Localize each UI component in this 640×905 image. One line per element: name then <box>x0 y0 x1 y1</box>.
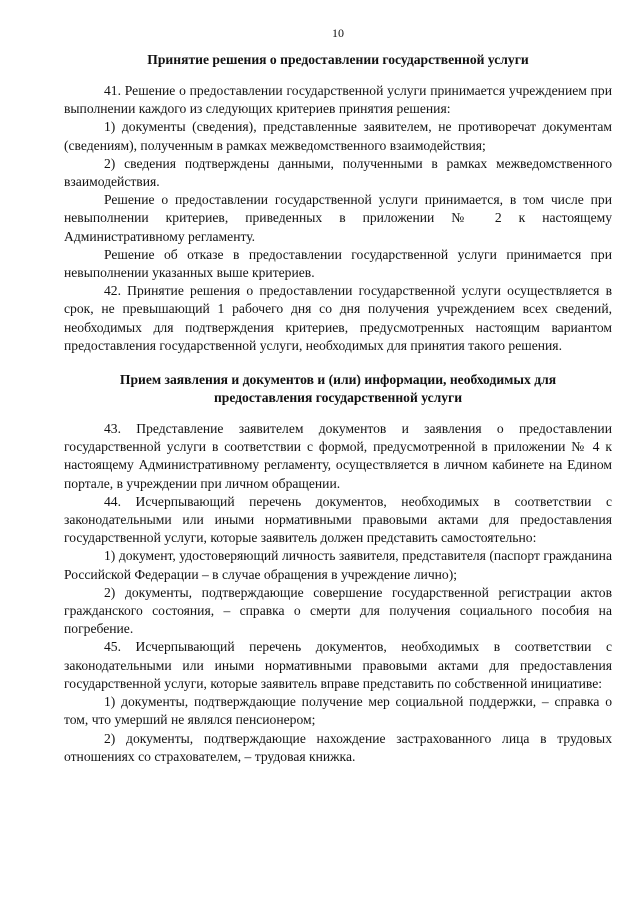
paragraph-45-item-2: 2) документы, подтверждающие нахождение застрахованного лица в трудовых отношениях со страхователем, – трудовая книжка. <box>64 730 612 764</box>
paragraph-44-item-1: 1) документ, удостоверяющий личность заявителя, представителя (паспорт гражданина Российской Федерации – в случае обращения в учреждение лично); <box>64 548 612 582</box>
heading-line: Принятие решения о предоставлении государственной услуги <box>147 52 529 67</box>
document-page <box>64 26 612 766</box>
spacer <box>64 355 612 371</box>
paragraph-44: 44. Исчерпывающий перечень документов, необходимых в соответствии с законодательными или иными нормативными правовыми актами для предоставления государственной услуги, которые заявитель должен представить самостоятельно: <box>64 493 612 546</box>
paragraph-45: 45. Исчерпывающий перечень документов, необходимых в соответствии с законодательными или иными нормативными правовыми актами для предоставления государственной услуги, которые заявитель вправе представить по собственной инициативе: <box>64 639 612 691</box>
spacer <box>64 69 612 82</box>
paragraph-43: 43. Представление заявителем документов и заявления о предоставлении государственной услуги в соответствии с формой, предусмотренной в приложении № 4 к настоящему Административному регламенту, осуществляется в личном кабинете на Едином портале, в учреждении при личном обращении. <box>64 421 612 491</box>
section-heading-decision <box>64 51 612 69</box>
spacer <box>64 407 612 420</box>
paragraph-41-item-2: 2) сведения подтверждены данными, полученными в рамках межведомственного взаимодействия. <box>64 155 612 190</box>
paragraph-45-item-1: 1) документы, подтверждающие получение мер социальной поддержки, – справка о том, что умерший не являлся пенсионером; <box>64 694 612 728</box>
heading-line: предоставления государственной услуги <box>213 390 463 406</box>
heading-line: Прием заявления и документов и (или) информации, необходимых для <box>119 372 557 388</box>
paragraph-44-item-2: 2) документы, подтверждающие совершение государственной регистрации актов гражданского состояния, – справка о смерти для получения социального пособия на погребение. <box>64 584 612 637</box>
page-number: 10 <box>332 26 344 40</box>
section-heading-application <box>64 371 612 407</box>
paragraph-42: 42. Принятие решения о предоставлении государственной услуги осуществляется в срок, не превышающий 1 рабочего дня со дня получения учреждением всех сведений, необходимых для подтверждения критериев, предусмотренных настоящим вариантом предоставления государственной услуги, необходимых для принятия такого решения. <box>64 283 612 353</box>
paragraph-decision-criteria: Решение о предоставлении государственной услуги принимается, в том числе при невыполнении критериев, приведенных в приложении № 2 к настоящему Административному регламенту. <box>64 192 612 244</box>
paragraph-refusal: Решение об отказе в предоставлении государственной услуги принимается при невыполнении указанных выше критериев. <box>64 246 612 281</box>
paragraph-41-item-1: 1) документы (сведения), представленные заявителем, не противоречат документам (сведениям), полученным в рамках межведомственного взаимодействия; <box>64 119 612 153</box>
paragraph-41: 41. Решение о предоставлении государственной услуги принимается учреждением при выполнении каждого из следующих критериев принятия решения: <box>64 83 612 117</box>
